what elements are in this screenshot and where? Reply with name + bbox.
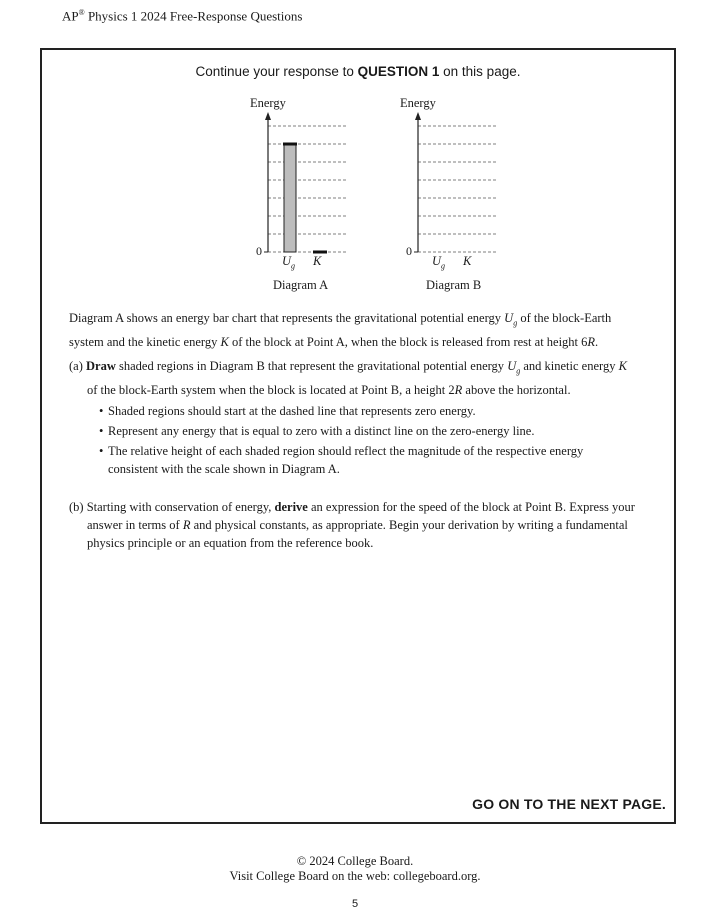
running-header bbox=[62, 8, 302, 24]
question-number: QUESTION 1 bbox=[357, 64, 440, 79]
intro-paragraph bbox=[69, 309, 659, 351]
part-a-line-1: (a) Draw shaded regions in Diagram B that represent the gravitational potential energy $U_g$ and kinetic energy K bbox=[69, 359, 627, 376]
part-a-line-2: of the block-Earth system when the block is located at Point B, a height 2R above the horizontal. bbox=[87, 382, 571, 397]
diagram-a-chart bbox=[238, 92, 378, 262]
axis-arrowhead bbox=[415, 112, 421, 120]
part-b-line-1: (b) Starting with conservation of energy, derive an expression for the speed of the block at Point B. Express your bbox=[69, 500, 635, 514]
diagram-b-caption: Diagram B bbox=[426, 278, 482, 292]
part-b-line-3: physics principle or an equation from the reference book. bbox=[87, 536, 374, 550]
copyright-line: © 2024 College Board. bbox=[296, 854, 414, 868]
go-on-notice: GO ON TO THE NEXT PAGE. bbox=[472, 796, 666, 812]
diagram-b-chart bbox=[388, 92, 528, 262]
diagram-a-ug-label: $U_g$ bbox=[282, 254, 296, 271]
page-number: 5 bbox=[351, 898, 359, 910]
footer-copyright bbox=[0, 854, 710, 884]
diagram-b-k-label: K bbox=[463, 254, 472, 268]
ug-bar bbox=[284, 144, 296, 252]
diagram-b-axis-title: Energy bbox=[400, 96, 436, 110]
continue-text-before: Continue your response to bbox=[195, 64, 358, 79]
bullet-item: • Represent any energy that is equal to zero with a distinct line on the zero-energy line. bbox=[100, 422, 620, 440]
diagram-b-zero-label: 0 bbox=[406, 244, 412, 258]
intro-line-2: system and the kinetic energy K of the block at Point A, when the block is released from rest at height 6R. bbox=[69, 334, 599, 349]
response-box bbox=[40, 48, 676, 824]
diagram-b-ug-label: $U_g$ bbox=[432, 254, 446, 271]
header-title: Physics 1 2024 Free-Response Questions bbox=[84, 8, 303, 24]
registered-mark: ® bbox=[78, 8, 85, 17]
header-prefix: AP bbox=[62, 8, 79, 24]
bullet-continuation: consistent with the scale shown in Diagram A. bbox=[108, 462, 340, 476]
intro-line-1: Diagram A shows an energy bar chart that represents the gravitational potential energy $U_g$ of the block-Earth bbox=[69, 311, 612, 328]
diagram-a bbox=[238, 92, 378, 302]
part-b-prompt bbox=[69, 498, 665, 552]
continue-text-after: on this page. bbox=[439, 64, 521, 79]
part-a-bullets bbox=[100, 402, 620, 480]
bullet-item: • Shaded regions should start at the dashed line that represents zero energy. bbox=[100, 402, 620, 420]
bullet-item: • The relative height of each shaded region should reflect the magnitude of the respective energy consistent with the scale shown in Diagram A. bbox=[100, 442, 620, 478]
diagram-a-axis-title: Energy bbox=[250, 96, 286, 110]
visit-line: Visit College Board on the web: collegeboard.org. bbox=[229, 869, 481, 883]
axis-arrowhead bbox=[265, 112, 271, 120]
diagram-b bbox=[388, 92, 528, 302]
diagram-a-caption: Diagram A bbox=[273, 278, 329, 292]
diagram-a-k-label: K bbox=[313, 254, 322, 268]
continue-instruction bbox=[42, 64, 674, 79]
part-a-prompt bbox=[69, 357, 659, 399]
diagram-a-zero-label: 0 bbox=[256, 244, 262, 258]
part-b-line-2: answer in terms of R and physical constants, as appropriate. Begin your derivation by writing a fundamental bbox=[87, 518, 628, 532]
